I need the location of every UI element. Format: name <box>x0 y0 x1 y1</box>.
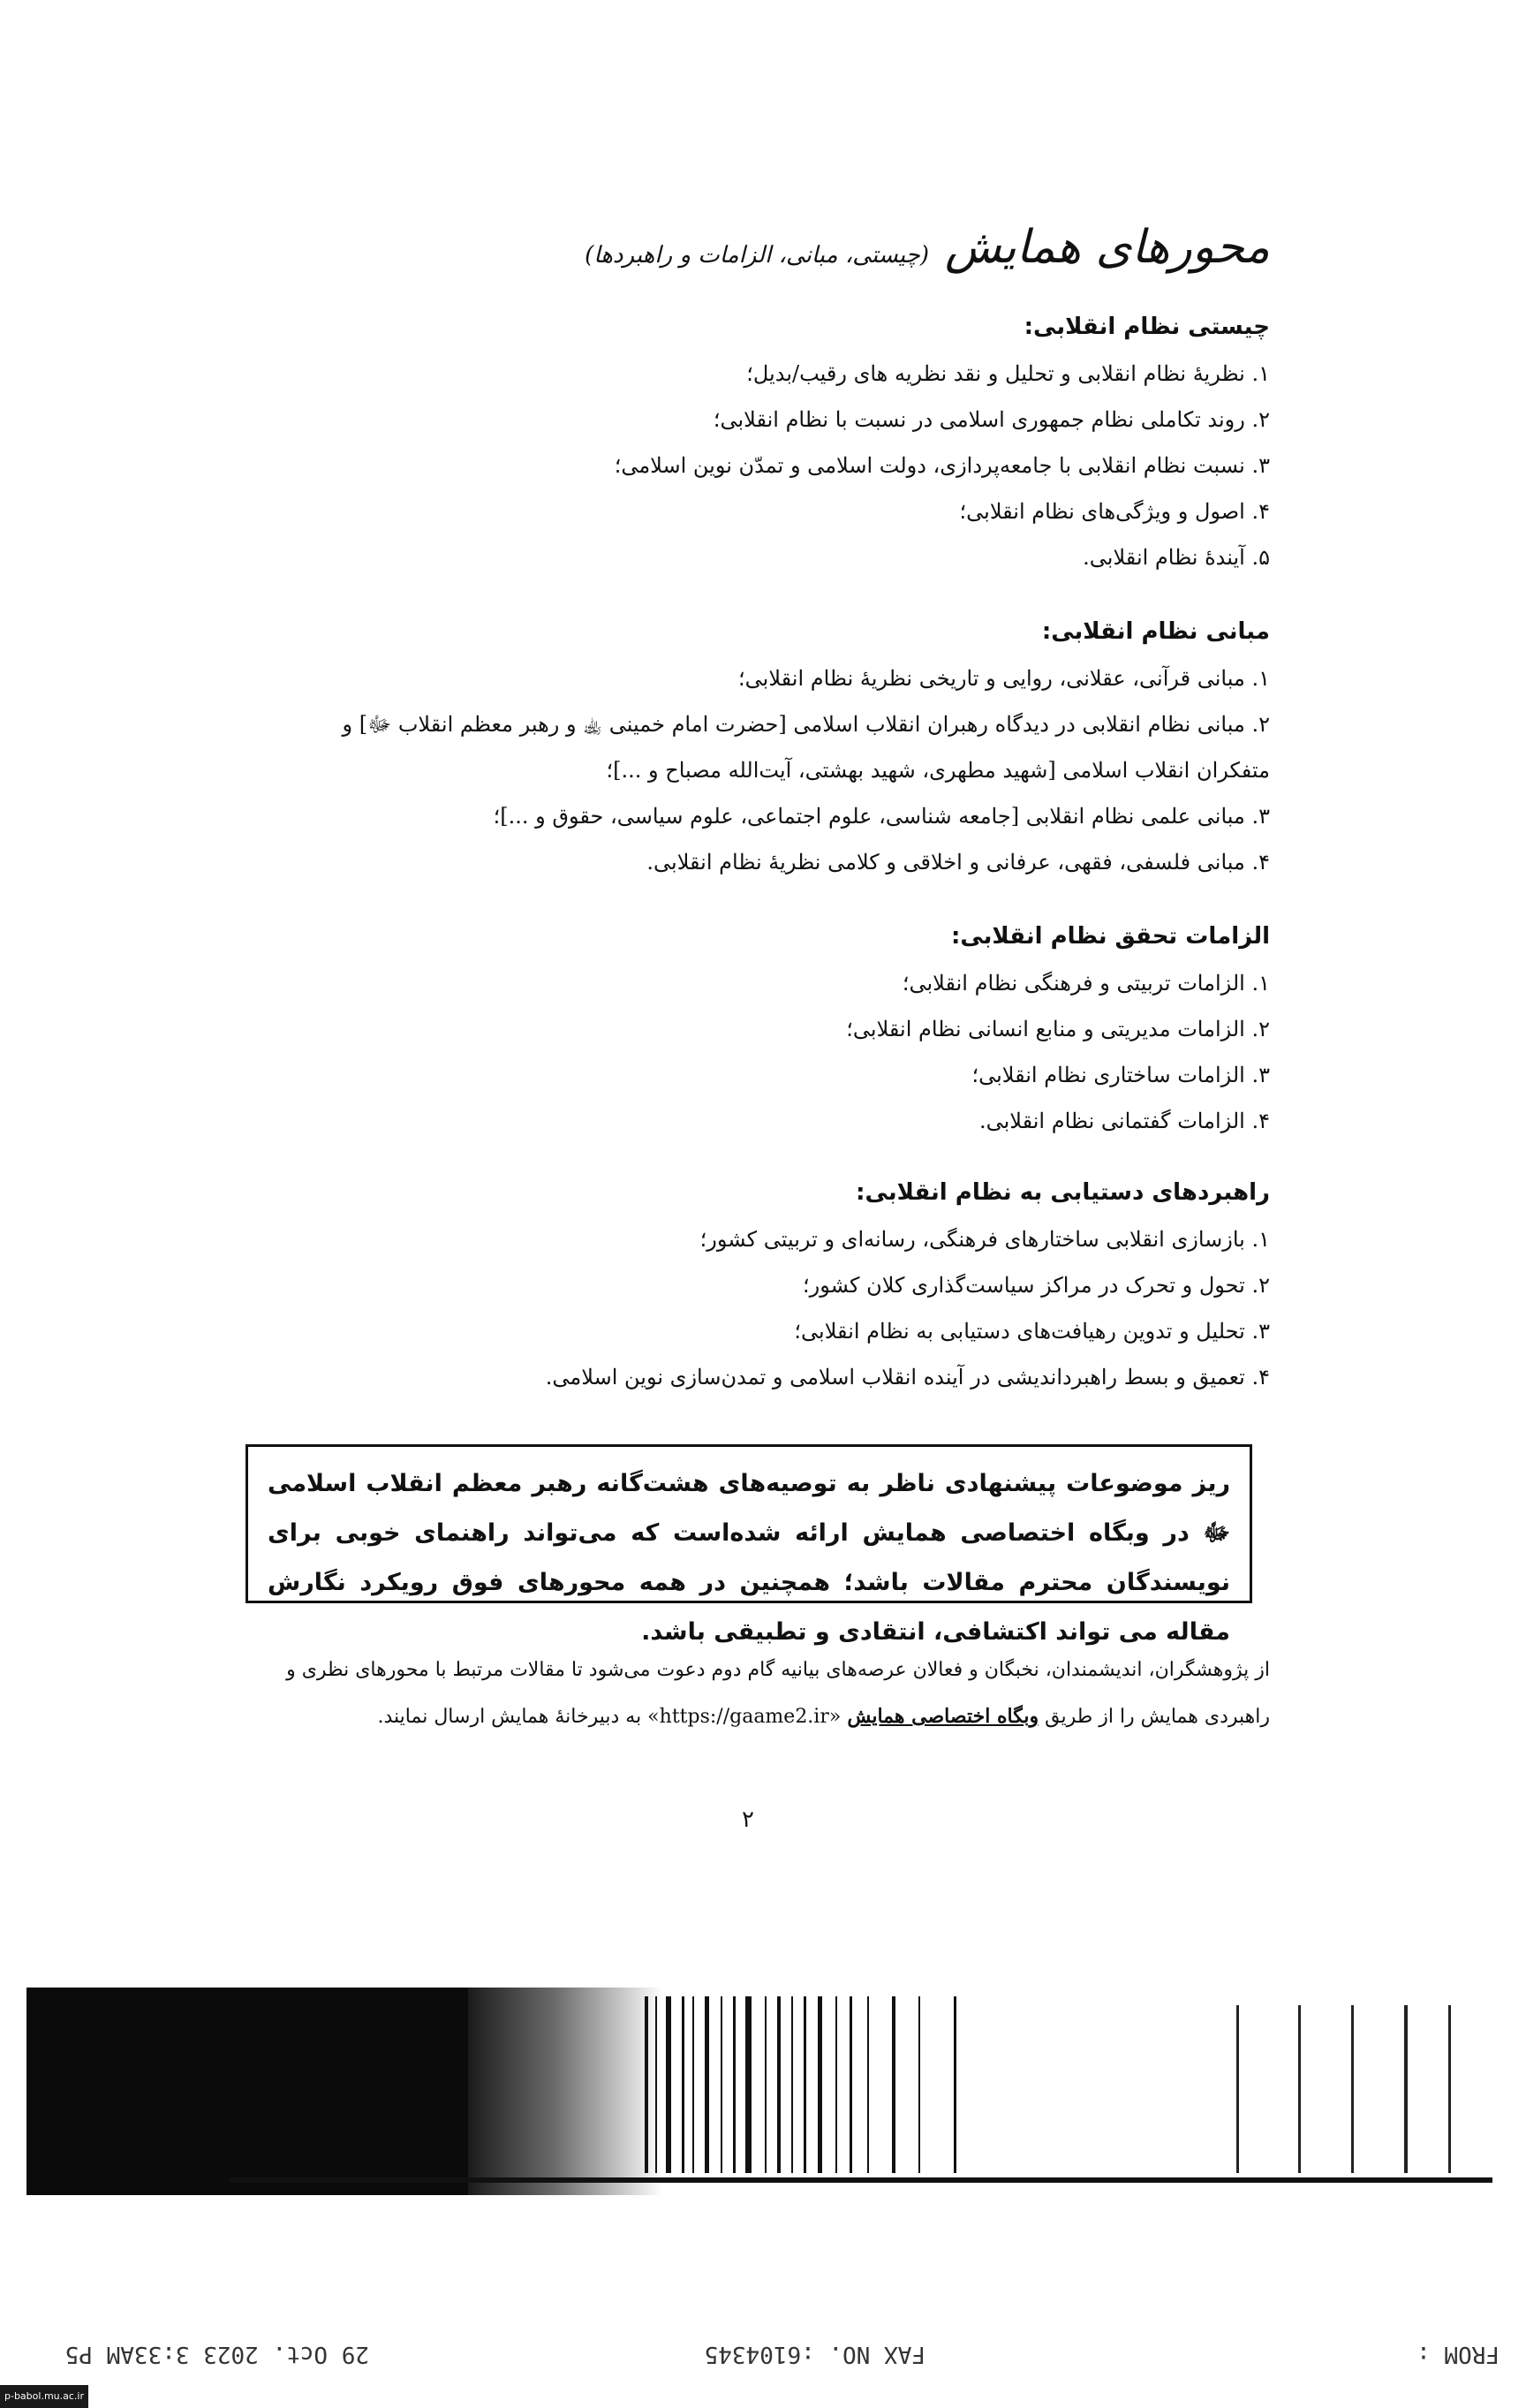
scan-rule <box>230 2177 1492 2183</box>
list-item: ۱. بازسازی انقلابی ساختارهای فرهنگی، رسانه‌ای و تربیتی کشور؛ <box>699 1227 1270 1252</box>
list-item: ۲. تحول و تحرک در مراکز سیاست‌گذاری کلان کشور؛ <box>803 1273 1270 1298</box>
fax-date: 29 Oct. 2023 3:33AM P5 <box>64 2341 369 2367</box>
fax-number: FAX NO. :6104345 <box>704 2341 925 2367</box>
scan-streaks <box>636 1996 1007 2173</box>
section-rahbordha <box>246 1179 1270 1400</box>
list-item: ۵. آیندهٔ نظام انقلابی. <box>1083 545 1270 570</box>
fax-header <box>0 2332 1526 2376</box>
closing-text-end: «https://gaame2.ir» به دبیرخانهٔ همایش ارسال نمایند. <box>377 1706 848 1728</box>
section-heading: مبانی نظام انقلابی: <box>1041 618 1270 645</box>
list-item: ۳. الزامات ساختاری نظام انقلابی؛ <box>971 1063 1270 1087</box>
scan-streaks-right <box>1219 2005 1484 2173</box>
list-item: ۲. روند تکاملی نظام جمهوری اسلامی در نسبت با نظام انقلابی؛ <box>713 407 1270 432</box>
fax-from: FROM : <box>1416 2341 1500 2367</box>
section-chisti <box>246 314 1270 580</box>
list-item: ۴. مبانی فلسفی، فقهی، عرفانی و اخلاقی و کلامی نظریهٔ نظام انقلابی. <box>646 850 1270 875</box>
list-item: ۱. نظریهٔ نظام انقلابی و تحلیل و نقد نظریه های رقیب/بدیل؛ <box>746 361 1270 386</box>
section-heading: راهبردهای دستیابی به نظام انقلابی: <box>856 1179 1270 1206</box>
list-item: ۴. الزامات گفتمانی نظام انقلابی. <box>978 1109 1270 1133</box>
closing-text: از پژوهشگران، اندیشمندان، نخبگان و فعالان عرصه‌های بیانیه گام دوم دعوت می‌شود تا مقالات مرتبط با محورهای نظری و راهبردی همایش را از طریق <box>286 1659 1270 1728</box>
notice-box: ریز موضوعات پیشنهادی ناظر به توصیه‌های هشت‌گانه رهبر معظم انقلاب اسلامی ﷻ در وبگاه اختصاصی همایش ارائه شده‌است که می‌تواند راهنمای خوبی برای نویسندگان محترم مقالات باشد؛ همچنین در همه محورهای فوق رویکرد نگارش مقاله می تواند اکتشافی، انتقادی و تطبیقی باشد. <box>246 1444 1252 1603</box>
website-link[interactable]: وبگاه اختصاصی همایش <box>847 1705 1039 1728</box>
section-heading: چیستی نظام انقلابی: <box>1024 314 1270 340</box>
list-item: ۴. اصول و ویژگی‌های نظام انقلابی؛ <box>959 499 1270 524</box>
list-item: ۱. مبانی قرآنی، عقلانی، روایی و تاریخی نظریهٔ نظام انقلابی؛ <box>738 666 1270 691</box>
section-heading: الزامات تحقق نظام انقلابی: <box>950 923 1270 950</box>
list-item: ۳. نسبت نظام انقلابی با جامعه‌پردازی، دولت اسلامی و تمدّن نوین اسلامی؛ <box>614 453 1270 478</box>
list-item: ۲. الزامات مدیریتی و منابع انسانی نظام انقلابی؛ <box>846 1017 1270 1041</box>
site-watermark: p-babol.mu.ac.ir <box>0 2385 88 2408</box>
page-title <box>585 221 1270 274</box>
section-mabani <box>246 618 1270 885</box>
list-item: ۳. مبانی علمی نظام انقلابی [جامعه شناسی، علوم اجتماعی، علوم سیاسی، حقوق و ...]؛ <box>493 804 1270 829</box>
closing-paragraph <box>246 1647 1270 1740</box>
page-number: ۲ <box>742 1806 754 1833</box>
title-main: محورهای همایش <box>945 221 1270 274</box>
list-item: ۳. تحلیل و تدوین رهیافت‌های دستیابی به نظام انقلابی؛ <box>794 1319 1270 1344</box>
section-elzamat <box>246 923 1270 1144</box>
list-item: ۲. مبانی نظام انقلابی در دیدگاه رهبران انقلاب اسلامی [حضرت امام خمینی ﵀ و رهبر معظم انقلاب ﷻ] و <box>342 712 1270 737</box>
list-item: متفکران انقلاب اسلامی [شهید مطهری، شهید بهشتی، آیت‌الله مصباح و ...]؛ <box>606 758 1270 783</box>
title-subtitle: (چیستی، مبانی، الزامات و راهبردها) <box>585 242 929 269</box>
scan-black-band <box>26 1988 468 2195</box>
list-item: ۱. الزامات تربیتی و فرهنگی نظام انقلابی؛ <box>902 971 1270 996</box>
list-item: ۴. تعمیق و بسط راهبرداندیشی در آینده انقلاب اسلامی و تمدن‌سازی نوین اسلامی. <box>545 1365 1270 1390</box>
